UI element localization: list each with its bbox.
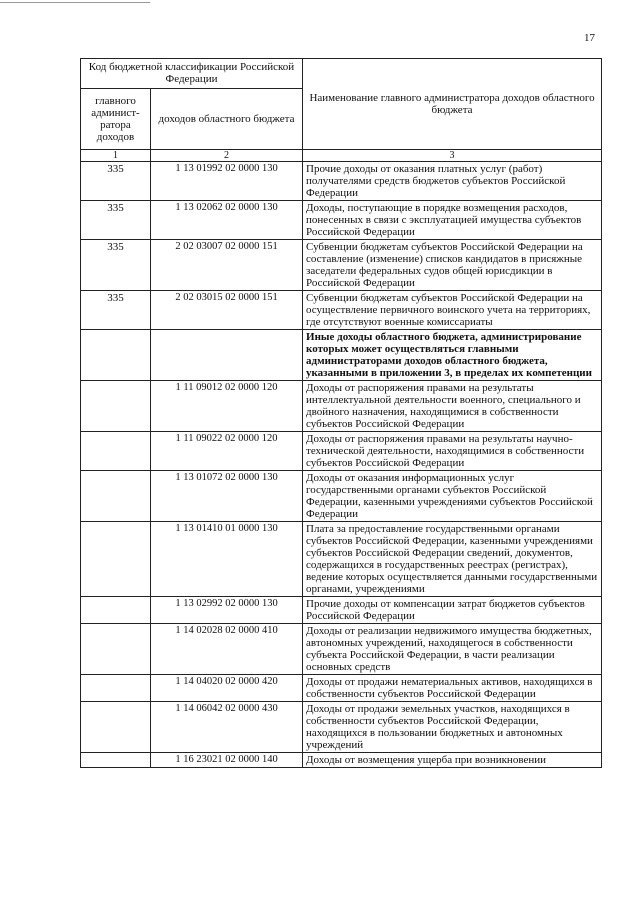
- income-code-cell: 1 13 01992 02 0000 130: [151, 162, 303, 201]
- admin-code-cell: 335: [81, 162, 151, 201]
- admin-code-cell: [81, 624, 151, 675]
- income-code-cell: 1 13 02062 02 0000 130: [151, 201, 303, 240]
- income-name-cell: Плата за предоставление государственными органами субъектов Российской Федерации, казенными учреждениями субъектов Российской Федерации сведений, документов, содержащихся в государственных реестрах (регистрах), ведение которых осуществляется данными государственными органами, учреждениями: [303, 522, 602, 597]
- income-name-cell: Доходы от оказания информационных услуг государственными органами субъектов Российской Федерации, казенными учреждениями субъектов Российской Федерации: [303, 471, 602, 522]
- income-name-cell: Доходы от распоряжения правами на результаты интеллектуальной деятельности военного, специального и двойного назначения, находящимися в собственности субъектов Российской Федерации: [303, 381, 602, 432]
- scan-edge-line: [0, 2, 150, 3]
- table-row: [81, 240, 602, 291]
- table-row: [81, 597, 602, 624]
- admin-code-cell: 335: [81, 240, 151, 291]
- table-row: [81, 291, 602, 330]
- table-row: [81, 702, 602, 753]
- column-number: 3: [303, 150, 602, 162]
- table-row: [81, 381, 602, 432]
- income-code-cell: 2 02 03015 02 0000 151: [151, 291, 303, 330]
- income-name-cell: Прочие доходы от оказания платных услуг (работ) получателями средств бюджетов субъектов Российской Федерации: [303, 162, 602, 201]
- admin-code-cell: [81, 330, 151, 381]
- table-row: [81, 675, 602, 702]
- budget-classification-table: [80, 58, 602, 768]
- income-name-cell: Доходы от продажи земельных участков, находящихся в собственности субъектов Российской Федерации, находящихся в пользовании бюджетных и автономных учреждений: [303, 702, 602, 753]
- admin-code-cell: [81, 753, 151, 768]
- table-row: [81, 432, 602, 471]
- admin-code-cell: 335: [81, 201, 151, 240]
- admin-code-cell: [81, 471, 151, 522]
- income-name-cell: Субвенции бюджетам субъектов Российской Федерации на составление (изменение) списков кандидатов в присяжные заседатели федеральных судов общей юрисдикции в Российской Федерации: [303, 240, 602, 291]
- header-main-administrator: главного админист-ратора доходов: [81, 89, 151, 150]
- income-code-cell: 1 11 09022 02 0000 120: [151, 432, 303, 471]
- income-code-cell: 2 02 03007 02 0000 151: [151, 240, 303, 291]
- income-name-cell: Доходы от возмещения ущерба при возникновении: [303, 753, 602, 768]
- income-name-cell: Доходы от распоряжения правами на результаты научно-технической деятельности, находящимися в собственности субъектов Российской Федерации: [303, 432, 602, 471]
- header-regional-budget-income: доходов областного бюджета: [151, 89, 303, 150]
- table-row: [81, 162, 602, 201]
- income-code-cell: [151, 330, 303, 381]
- page-number: 17: [584, 32, 595, 44]
- income-code-cell: 1 13 01072 02 0000 130: [151, 471, 303, 522]
- table-row: [81, 522, 602, 597]
- table-row: [81, 471, 602, 522]
- income-code-cell: 1 14 04020 02 0000 420: [151, 675, 303, 702]
- income-name-cell: Доходы, поступающие в порядке возмещения расходов, понесенных в связи с эксплуатацией имущества субъектов Российской Федерации: [303, 201, 602, 240]
- income-code-cell: 1 16 23021 02 0000 140: [151, 753, 303, 768]
- income-name-cell: Доходы от продажи нематериальных активов, находящихся в собственности субъектов Российской Федерации: [303, 675, 602, 702]
- header-administrator-name: Наименование главного администратора доходов областного бюджета: [303, 59, 602, 150]
- section-heading-row: [81, 330, 602, 381]
- admin-code-cell: [81, 381, 151, 432]
- table-row: [81, 753, 602, 768]
- header-classification-code: Код бюджетной классификации Российской Федерации: [81, 59, 303, 89]
- column-number: 2: [151, 150, 303, 162]
- admin-code-cell: [81, 597, 151, 624]
- income-code-cell: 1 13 02992 02 0000 130: [151, 597, 303, 624]
- income-code-cell: 1 13 01410 01 0000 130: [151, 522, 303, 597]
- admin-code-cell: [81, 522, 151, 597]
- income-code-cell: 1 14 02028 02 0000 410: [151, 624, 303, 675]
- admin-code-cell: [81, 702, 151, 753]
- income-name-cell: Прочие доходы от компенсации затрат бюджетов субъектов Российской Федерации: [303, 597, 602, 624]
- income-name-cell: Доходы от реализации недвижимого имущества бюджетных, автономных учреждений, находящегося в собственности субъекта Российской Федерации, в части реализации основных средств: [303, 624, 602, 675]
- header-row-group: [81, 59, 602, 89]
- section-heading-cell: Иные доходы областного бюджета, администрирование которых может осуществляться главными администраторами доходов областного бюджета, указанными в приложении 3, в пределах их компетенции: [303, 330, 602, 381]
- admin-code-cell: 335: [81, 291, 151, 330]
- column-number: 1: [81, 150, 151, 162]
- income-code-cell: 1 11 09012 02 0000 120: [151, 381, 303, 432]
- admin-code-cell: [81, 432, 151, 471]
- column-numbers-row: [81, 150, 602, 162]
- admin-code-cell: [81, 675, 151, 702]
- table-row: [81, 201, 602, 240]
- income-code-cell: 1 14 06042 02 0000 430: [151, 702, 303, 753]
- income-name-cell: Субвенции бюджетам субъектов Российской Федерации на осуществление первичного воинского учета на территориях, где отсутствуют военные комиссариаты: [303, 291, 602, 330]
- table-row: [81, 624, 602, 675]
